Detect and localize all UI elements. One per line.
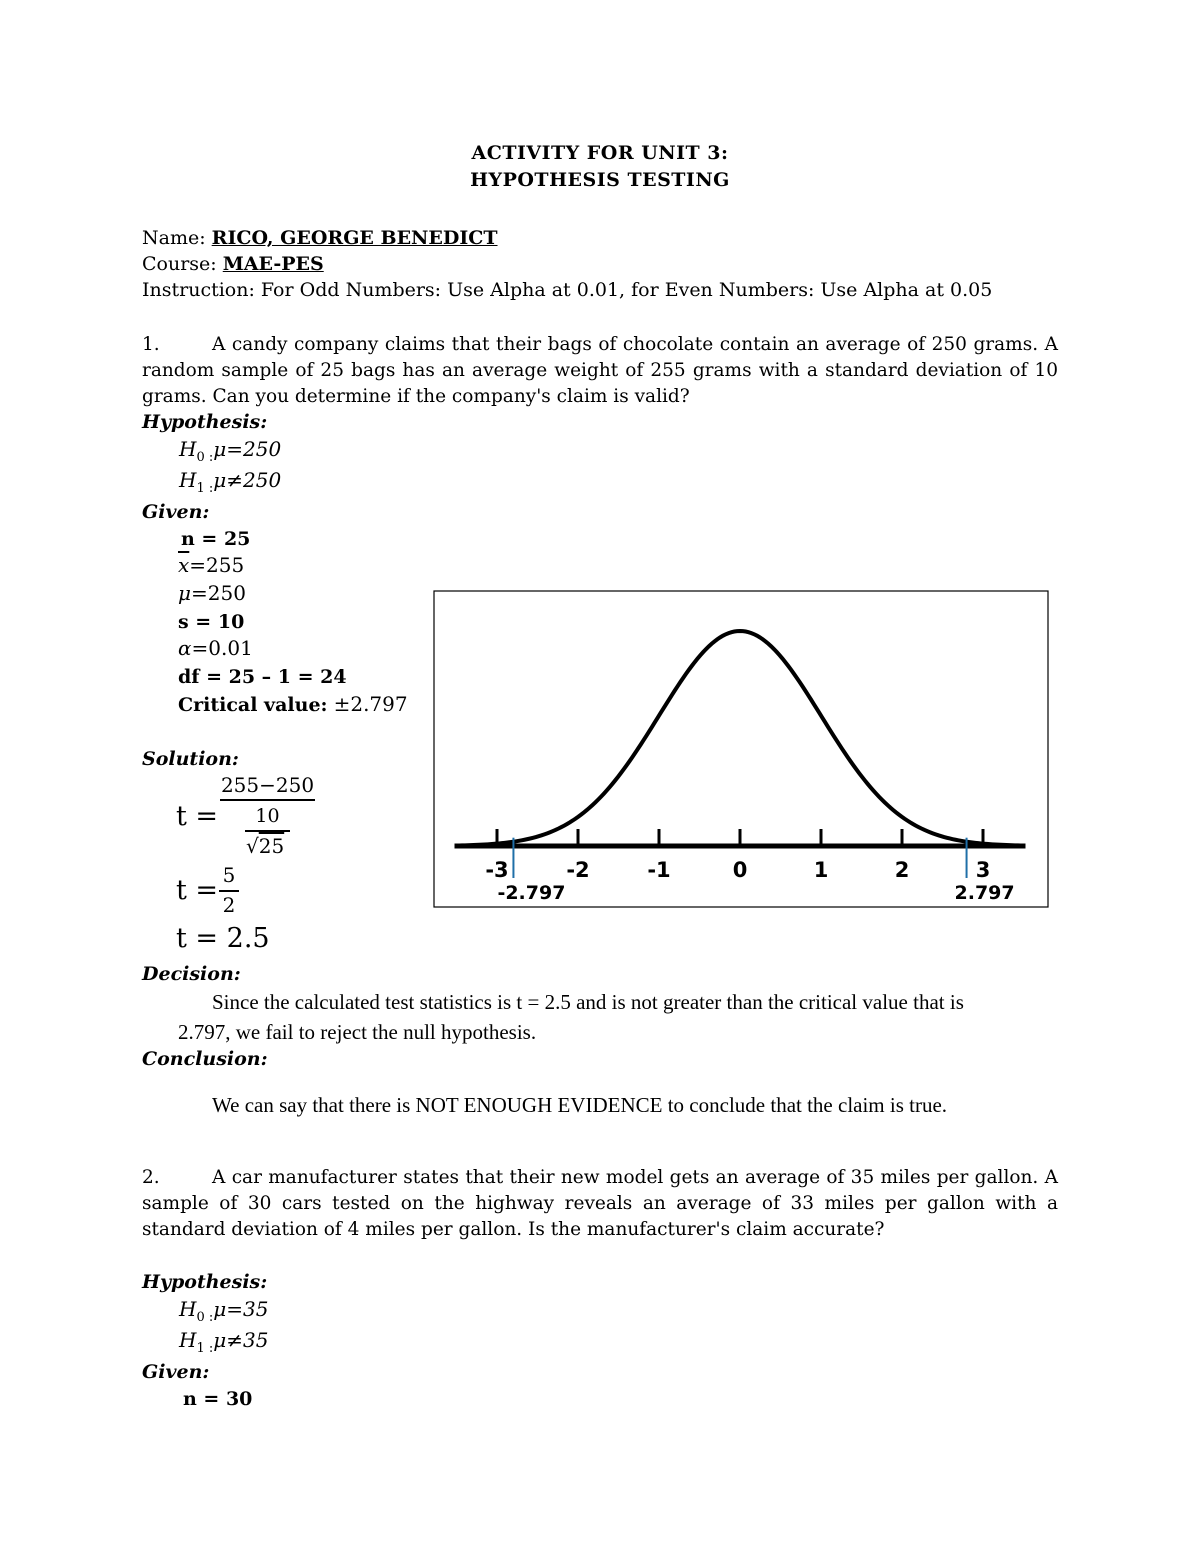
x-tick-label-2: -1 [647,858,671,882]
frac-den-line [245,830,290,832]
given-n: n = 25 [181,528,251,550]
title-line-1: ACTIVITY FOR UNIT 3: [471,142,729,164]
h1-2: $H_{1 :}\mu\ne 35$ [179,1328,269,1356]
name-row [142,227,498,249]
course-row [142,253,324,275]
given-label-1: Given: [142,501,210,523]
x-tick-label-4: 1 [813,858,829,882]
frac-main-line [220,799,315,801]
title-line-2: HYPOTHESIS TESTING [470,169,730,191]
solution-label: Solution: [142,748,239,770]
critical-label-0: -2.797 [497,882,566,904]
x-tick-label-1: -2 [566,858,590,882]
h0-1: $H_{0 :}\mu=250$ [179,437,282,465]
given-df: df = 25 – 1 = 24 [178,666,347,688]
t-equals-1: t = [176,801,219,832]
h0-1-value: μ=250 [213,437,282,461]
given-alpha: α=0.01 [178,636,253,660]
given-alpha-value: =0.01 [191,636,253,660]
given-xbar-value: =255 [189,553,245,577]
problem-2-number: 2. [142,1167,160,1188]
step2-denominator: 2 [222,893,236,917]
h1-1: $H_{1 :}\mu\ne 250$ [179,468,282,496]
decision-text-2: 2.797, we fail to reject the null hypothesis. [178,1020,537,1044]
t-distribution-chart [433,590,1049,908]
given-mu-value: =250 [191,581,246,605]
x-tick-label-6: 3 [975,858,991,882]
instruction: Instruction: For Odd Numbers: Use Alpha at 0.01, for Even Numbers: Use Alpha at 0.05 [142,279,993,301]
problem-1-body: A candy company claims that their bags of chocolate contain an average of 250 grams. A random sample of 25 bags has an average weight of 255 grams with a standard deviation of 10 grams. Can you determine if the company's claim is valid? [142,334,1058,407]
problem-2-body: A car manufacturer states that their new model gets an average of 35 miles per gallon. A sample of 30 cars tested on the highway reveals an average of 33 miles per gallon with a standard deviation of 4 miles per gallon. Is the manufacturer's claim accurate? [142,1167,1058,1240]
x-tick-label-5: 2 [894,858,910,882]
decision-label: Decision: [142,963,241,985]
name-label: Name: [142,227,206,249]
h0-2: $H_{0 :}\mu=35$ [179,1297,269,1325]
h1-1-value: μ≠250 [213,468,282,492]
critical-value-row [178,692,408,716]
hypothesis-label-2: Hypothesis: [142,1271,268,1293]
conclusion-label: Conclusion: [142,1048,268,1070]
given-mu: μ=250 [178,581,246,605]
given-s: s = 10 [178,611,245,633]
given-label-2: Given: [142,1361,210,1383]
sqrt-value: 25 [258,834,285,858]
x-tick-label-3: 0 [732,858,748,882]
problem-1-number: 1. [142,334,160,355]
t-result: t = 2.5 [176,923,270,954]
t-equals-2: t = [176,875,219,906]
course-label: Course: [142,253,217,275]
step2-numerator: 5 [222,863,236,887]
problem-1-text [142,332,1058,410]
critical-value: ±2.797 [333,692,408,716]
critical-label-1: 2.797 [954,882,1015,904]
problem-2-text [142,1165,1058,1243]
course-value: MAE-PES [222,253,324,275]
h1-2-value: μ≠35 [213,1328,269,1352]
frac-numerator: 255−250 [220,773,315,797]
conclusion-text: We can say that there is NOT ENOUGH EVIDENCE to conclude that the claim is true. [212,1093,948,1117]
decision-text-1: Since the calculated test statistics is t = 2.5 and is not greater than the critical value that is [212,990,964,1014]
h0-2-value: μ=35 [213,1297,269,1321]
given-n-2: n = 30 [183,1388,253,1410]
frac-den-top: 10 [255,805,280,827]
sqrt-symbol: √25 [246,834,285,858]
x-tick-label-0: -3 [485,858,509,882]
given-xbar: $\overline{x}=255$ [178,553,245,577]
step2-line [219,890,239,892]
hypothesis-label-1: Hypothesis: [142,411,268,433]
critical-label: Critical value: [178,694,328,716]
name-value: RICO, GEORGE BENEDICT [211,227,498,249]
